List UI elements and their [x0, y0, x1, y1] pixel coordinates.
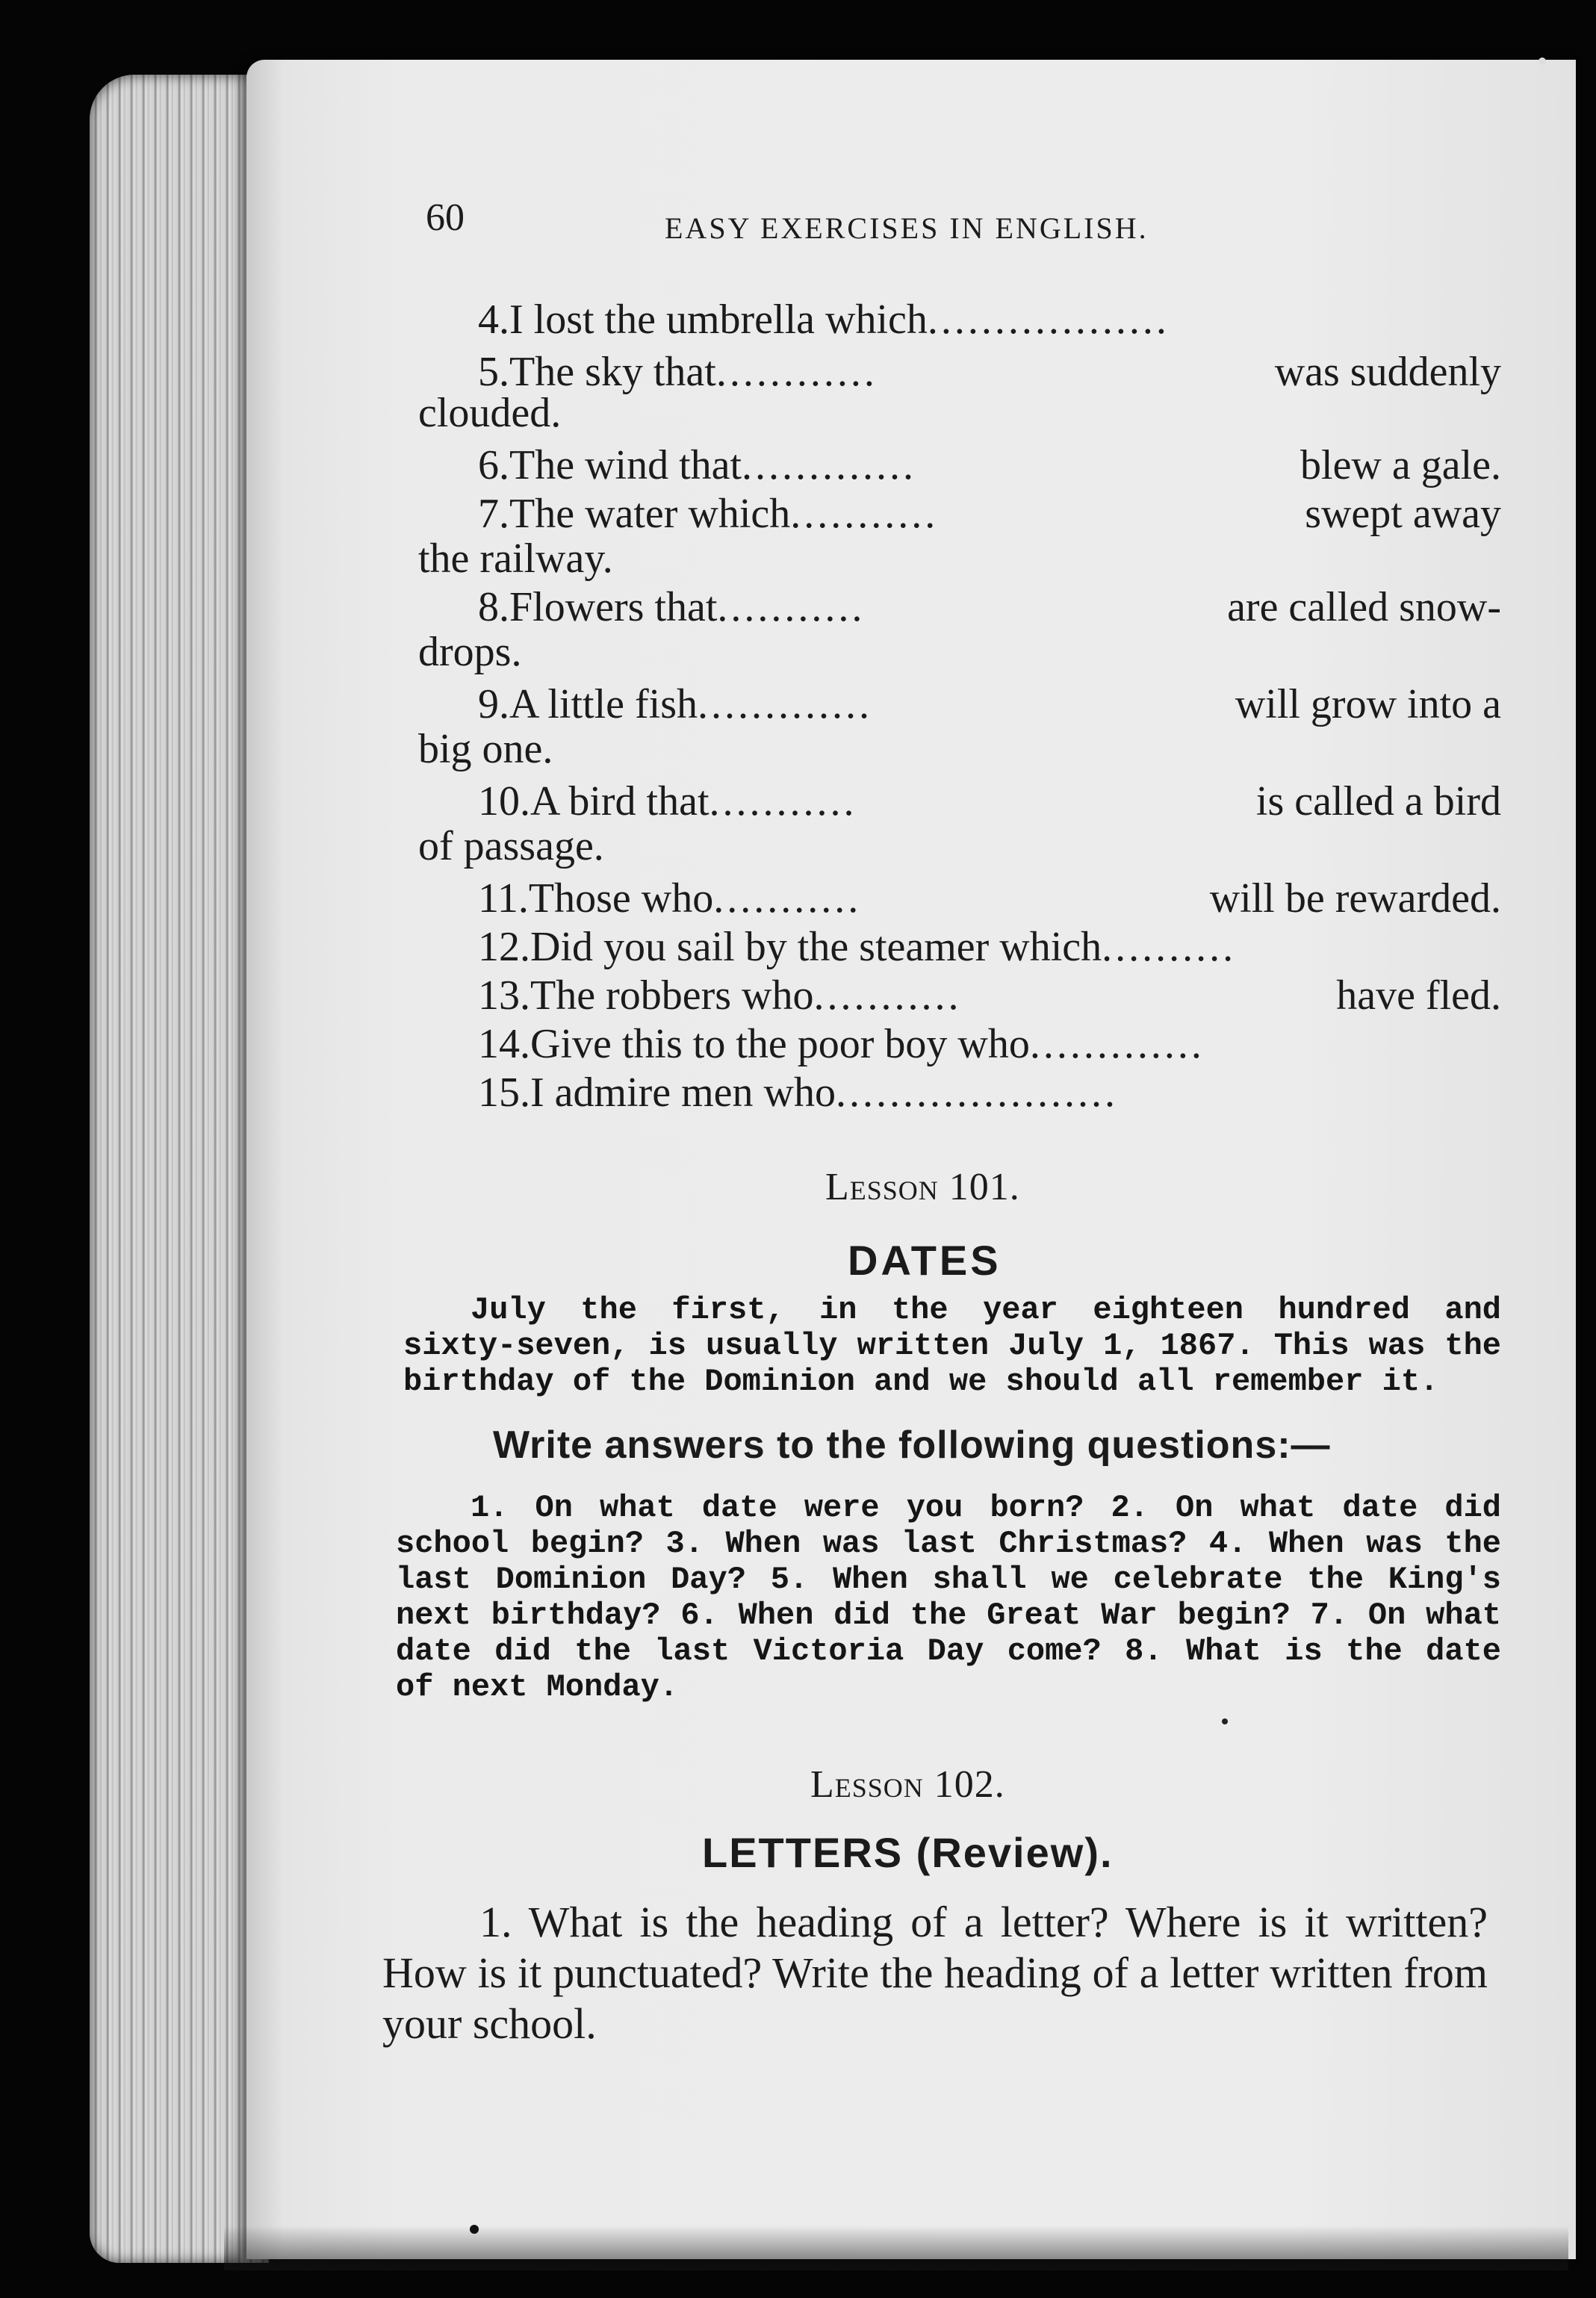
exercise-line	[478, 972, 1501, 1019]
exercise-number: 12.	[478, 924, 530, 970]
exercise-text	[478, 778, 857, 825]
blank-dots: ...........	[709, 778, 857, 825]
page-number: 60	[426, 196, 465, 239]
running-head: EASY EXERCISES IN ENGLISH.	[665, 211, 1149, 245]
exercise-line	[478, 444, 1501, 486]
exercise-line	[418, 535, 1501, 582]
exercise-line	[478, 875, 1501, 922]
exercise-stem: big one.	[418, 726, 553, 772]
exercise-stem: The sky that	[509, 349, 716, 395]
blank-dots: .............	[698, 681, 872, 727]
exercise-line	[478, 493, 1501, 535]
exercise-stem: drops.	[418, 629, 522, 675]
exercise-stem: I admire men who	[530, 1069, 836, 1116]
exercise-line	[418, 825, 1501, 867]
exercise-stem: A bird that	[530, 778, 709, 825]
exercise-number: 9.	[478, 681, 509, 727]
exercise-stem: The robbers who	[530, 972, 814, 1019]
exercise-line	[478, 351, 1501, 393]
exercise-line	[478, 778, 1501, 825]
exercise-stem: Flowers that	[509, 584, 718, 630]
page-bottom-shadow	[224, 2226, 1568, 2270]
exercise-ending: will grow into a	[1235, 681, 1501, 727]
exercise-number: 14.	[478, 1021, 530, 1067]
exercise-number: 11.	[478, 875, 529, 922]
exercise-text	[418, 631, 521, 673]
blank-dots: .....................	[835, 1069, 1118, 1116]
exercise-stem: clouded.	[418, 390, 562, 436]
dates-heading: DATES	[848, 1237, 1002, 1284]
exercise-text	[418, 392, 561, 434]
exercise-stem: Give this to the poor boy who	[530, 1021, 1030, 1067]
page-edges	[90, 75, 269, 2263]
exercise-text	[478, 972, 962, 1019]
exercise-line	[418, 728, 1501, 770]
exercise-line	[478, 926, 1501, 968]
exercise-stem: Those who	[528, 875, 714, 922]
exercise-line	[478, 296, 1501, 343]
exercise-number: 10.	[478, 778, 530, 825]
blank-dots: .............	[1029, 1021, 1205, 1067]
exercise-text	[418, 535, 613, 582]
exercise-number: 13.	[478, 972, 530, 1019]
exercise-stem: The water which	[509, 491, 791, 537]
exercise-text	[478, 926, 1236, 968]
exercise-text	[478, 493, 938, 535]
exercise-line	[418, 631, 1501, 673]
exercise-text	[418, 728, 553, 770]
exercise-text	[418, 825, 604, 867]
exercise-number: 15.	[478, 1069, 530, 1116]
blank-dots: ...........	[813, 972, 962, 1019]
lesson-102-label: Lesson 102.	[810, 1763, 1005, 1806]
exercise-ending: are called snow-	[1227, 584, 1501, 630]
exercise-number: 8.	[478, 584, 509, 630]
dates-questions: 1. On what date were you born? 2. On what date did school begin? 3. When was last Christmas? 4. When was the last Dominion Day? 5. When shall we celebrate the King's next birthday? 6. When did the Great War begin? 7. On what date did the last Victoria Day come? 8. What is the date of next Monday.	[396, 1490, 1501, 1705]
dates-paragraph: July the first, in the year eighteen hundred and sixty-seven, is usually written July 1, 1867. This was the birthday of the Dominion and we should all remember it.	[403, 1292, 1501, 1400]
exercise-ending: will be rewarded.	[1209, 875, 1501, 922]
exercise-ending: have fled.	[1336, 972, 1501, 1019]
exercise-text	[478, 1023, 1205, 1065]
exercise-line	[478, 1069, 1501, 1116]
exercise-line	[478, 1023, 1501, 1065]
blank-dots: ...........	[717, 584, 866, 630]
exercise-number: 6.	[478, 442, 509, 488]
exercise-number: 5.	[478, 349, 509, 395]
exercise-text	[478, 296, 1170, 343]
exercise-stem: the railway.	[418, 535, 613, 582]
exercise-stem: Did you sail by the steamer which	[530, 924, 1102, 970]
exercise-ending: is called a bird	[1255, 778, 1501, 825]
exercise-text	[478, 875, 862, 922]
letters-heading: LETTERS (Review).	[702, 1829, 1114, 1876]
exercise-number: 4.	[478, 296, 509, 343]
exercise-line	[478, 683, 1501, 725]
exercise-text	[478, 351, 878, 393]
exercise-ending: blew a gale.	[1300, 442, 1501, 488]
exercise-text	[478, 1069, 1118, 1116]
exercise-text	[478, 444, 916, 486]
exercise-stem: of passage.	[418, 823, 604, 869]
dates-instruction: Write answers to the following questions:—	[493, 1423, 1331, 1467]
exercise-stem: The wind that	[509, 442, 742, 488]
exercise-line	[418, 392, 1501, 434]
blank-dots: ...........	[790, 491, 939, 537]
letters-paragraph: 1. What is the heading of a letter? Where is it written? How is it punctuated? Write the heading of a letter written from your school.	[382, 1898, 1488, 2048]
exercise-ending: swept away	[1305, 491, 1501, 537]
exercise-text	[478, 586, 865, 628]
exercise-number: 7.	[478, 491, 509, 537]
exercise-stem: I lost the umbrella which	[509, 296, 928, 343]
blank-dots: .............	[742, 442, 917, 488]
lesson-101-label: Lesson 101.	[825, 1166, 1020, 1208]
exercise-line	[478, 586, 1501, 628]
blank-dots: ...........	[713, 875, 862, 922]
exercise-ending: was suddenly	[1274, 349, 1501, 395]
exercise-text	[478, 683, 872, 725]
blank-dots: ..................	[927, 296, 1170, 343]
blank-dots: ..........	[1102, 924, 1237, 970]
page-header	[426, 196, 1277, 255]
exercise-stem: A little fish	[509, 681, 698, 727]
blank-dots: ............	[715, 349, 878, 395]
